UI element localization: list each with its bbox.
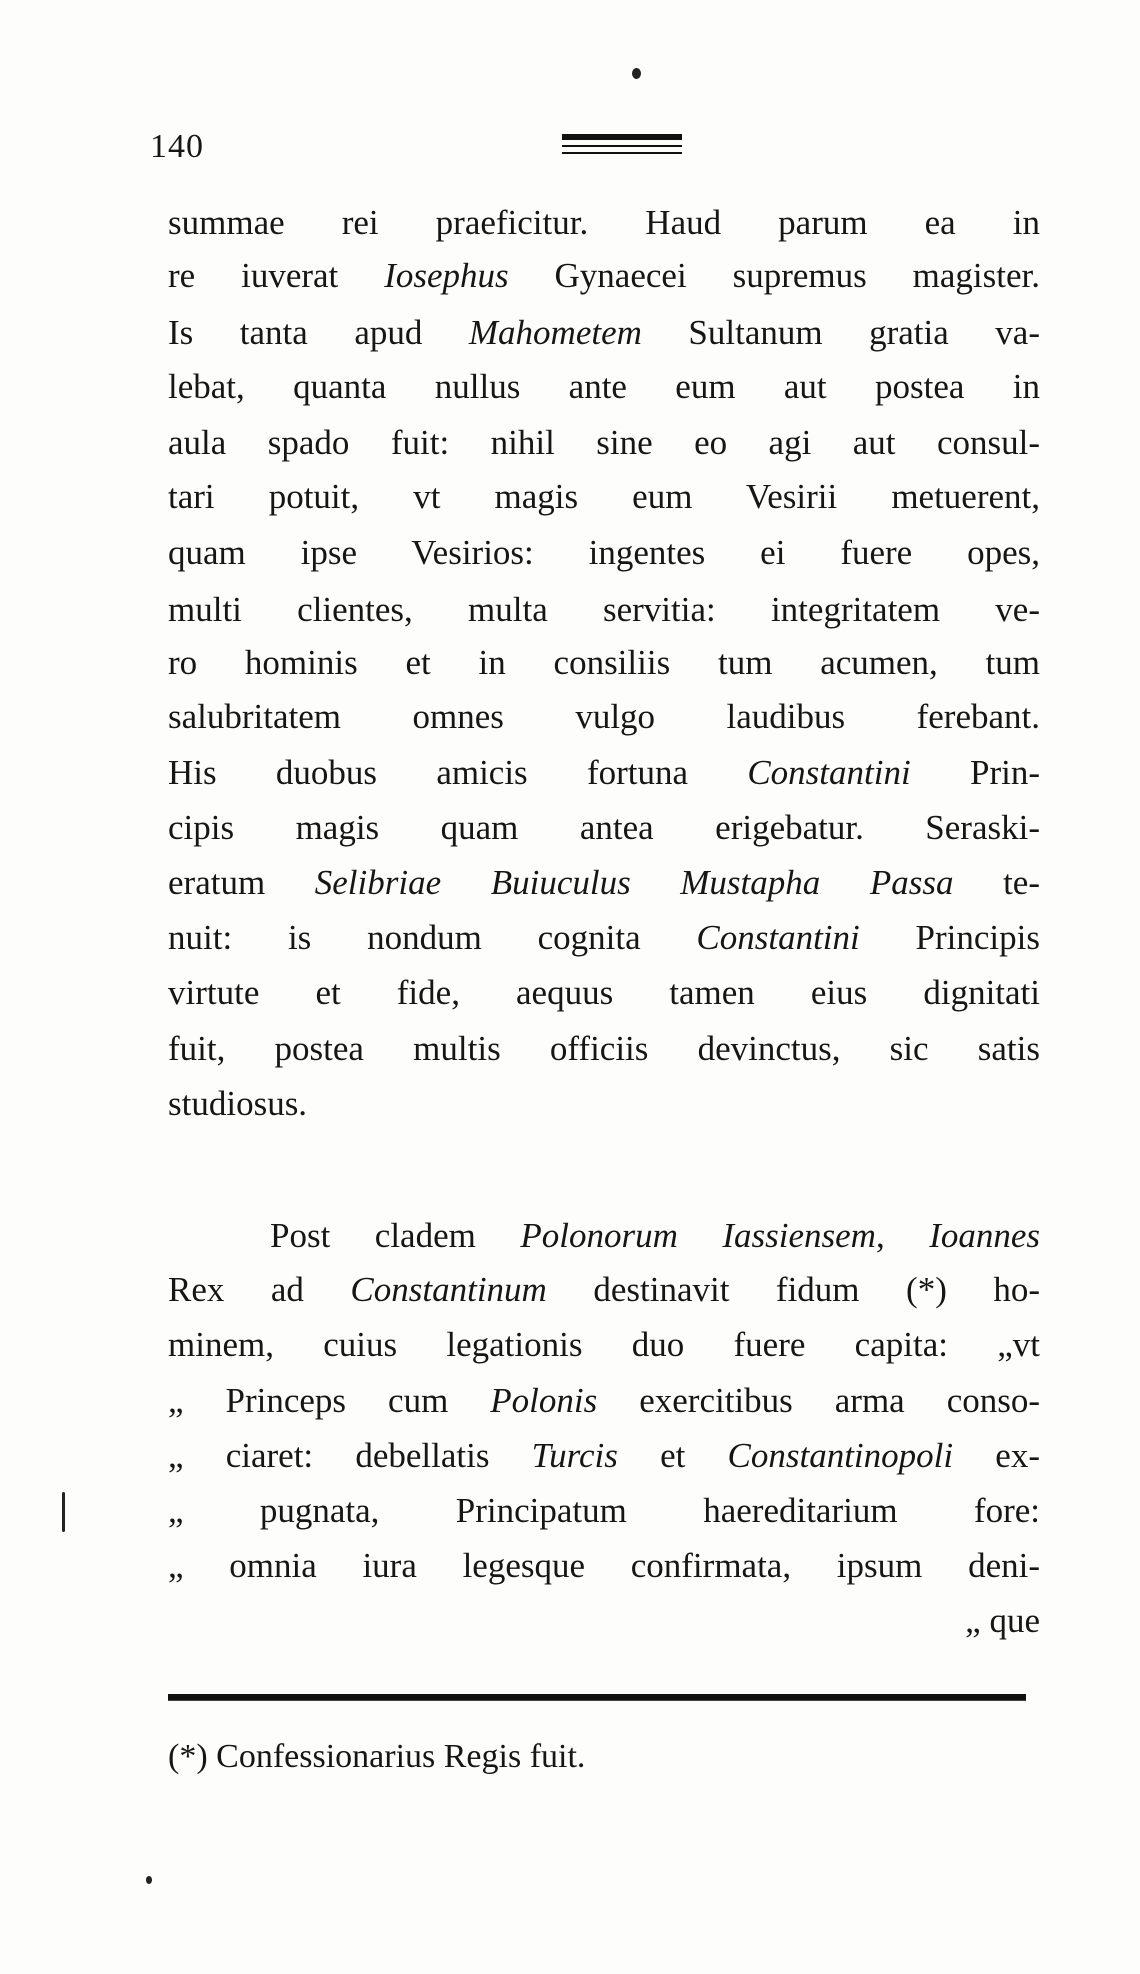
paragraph1-line	[168, 474, 1040, 520]
paragraph1-line	[168, 750, 1040, 796]
italic-name: Iosephus	[384, 256, 509, 295]
text-run: Post cladem	[270, 1216, 521, 1255]
italic-name: Polonis	[490, 1381, 598, 1420]
text-run: aula spado fuit: nihil sine eo agi aut consul-	[168, 423, 1040, 462]
text-run: Principis	[859, 918, 1040, 957]
text-run: cipis magis quam antea erigebatur. Seraski-	[168, 808, 1040, 847]
italic-name: Constantinum	[350, 1270, 547, 1309]
italic-name: Constantini	[747, 753, 911, 792]
paragraph2-line	[168, 1543, 1040, 1589]
text-run: lebat, quanta nullus ante eum aut postea in	[168, 367, 1040, 406]
page-number: 140	[150, 128, 204, 165]
text-run: Prin-	[910, 753, 1040, 792]
paragraph1-line	[168, 530, 1040, 576]
text-run: ex-	[953, 1436, 1040, 1475]
paragraph1-line	[168, 200, 1040, 246]
paragraph2-line	[168, 1213, 1040, 1259]
text-run: te-	[953, 863, 1040, 902]
paragraph1-line	[168, 640, 1040, 686]
text-run: summae rei praeficitur. Haud parum ea in	[168, 203, 1040, 242]
text-run: virtute et fide, aequus tamen eius dignitati	[168, 973, 1040, 1012]
text-run: „ ciaret: debellatis	[168, 1436, 532, 1475]
ink-mark	[62, 1492, 65, 1532]
footnote	[168, 1734, 585, 1780]
text-run: His duobus amicis fortuna	[168, 753, 748, 792]
paragraph1-line	[168, 860, 1040, 906]
paragraph1-line	[168, 915, 1040, 961]
text-run: quam ipse Vesirios: ingentes ei fuere opes,	[168, 533, 1040, 572]
catchword	[168, 1598, 1040, 1644]
header-rule	[562, 134, 682, 154]
text-run: multi clientes, multa servitia: integritatem ve-	[168, 590, 1040, 629]
footnote-text: Confessionarius Regis fuit.	[216, 1738, 586, 1775]
italic-name: Selibriae Buiuculus Mustapha Passa	[314, 863, 954, 902]
text-run: eratum	[168, 863, 315, 902]
paragraph1-line	[168, 364, 1040, 410]
text-run: fuit, postea multis officiis devinctus, sic satis	[168, 1029, 1040, 1068]
text-run: „ que	[965, 1601, 1040, 1640]
text-run: Sultanum gratia va-	[641, 313, 1040, 352]
italic-name: Constantini	[696, 918, 860, 957]
footnote-rule	[168, 1694, 1026, 1701]
paragraph1-line	[168, 694, 1040, 740]
text-run: tari potuit, vt magis eum Vesirii metuerent,	[168, 477, 1040, 516]
italic-name: Constantinopoli	[727, 1436, 954, 1475]
text-run: Gynaecei supremus magister.	[508, 256, 1040, 295]
paragraph1-line	[168, 805, 1040, 851]
italic-name: Mahometem	[468, 313, 642, 352]
text-run: destinavit fidum (*) ho-	[546, 1270, 1040, 1309]
text-run: exercitibus arma conso-	[597, 1381, 1040, 1420]
text-run: Is tanta apud	[168, 313, 469, 352]
paragraph1-line	[168, 1081, 1040, 1127]
text-run: ro hominis et in consiliis tum acumen, tum	[168, 643, 1040, 682]
text-run: salubritatem omnes vulgo laudibus ferebant.	[168, 697, 1040, 736]
text-run: Rex ad	[168, 1270, 351, 1309]
italic-name: Turcis	[531, 1436, 618, 1475]
paragraph1-line	[168, 970, 1040, 1016]
paragraph1-line	[168, 1026, 1040, 1072]
italic-name: Polonorum Iassiensem	[520, 1216, 876, 1255]
paragraph2-line	[168, 1488, 1040, 1534]
text-run: „ Princeps cum	[168, 1381, 491, 1420]
text-run: nuit: is nondum cognita	[168, 918, 697, 957]
paragraph2-line	[168, 1378, 1040, 1424]
footnote-marker: (*)	[168, 1738, 208, 1775]
ink-blot	[146, 1876, 152, 1884]
italic-name: Ioannes	[929, 1216, 1041, 1255]
text-run: „ pugnata, Principatum haereditarium fore:	[168, 1491, 1040, 1530]
paragraph1-line	[168, 420, 1040, 466]
text-run: „ omnia iura legesque confirmata, ipsum deni-	[168, 1546, 1040, 1585]
paragraph1-line	[168, 587, 1040, 633]
text-run: et	[617, 1436, 728, 1475]
paragraph1-line	[168, 253, 1040, 299]
text-run: minem, cuius legationis duo fuere capita: „vt	[168, 1325, 1040, 1364]
paragraph1-line	[168, 310, 1040, 356]
text-run: ,	[875, 1216, 930, 1255]
paragraph2-line	[168, 1433, 1040, 1479]
text-run: re iuverat	[168, 256, 385, 295]
paragraph2-line	[168, 1322, 1040, 1368]
ink-blot	[632, 68, 641, 79]
text-run: studiosus.	[168, 1084, 308, 1123]
paragraph2-line	[168, 1267, 1040, 1313]
